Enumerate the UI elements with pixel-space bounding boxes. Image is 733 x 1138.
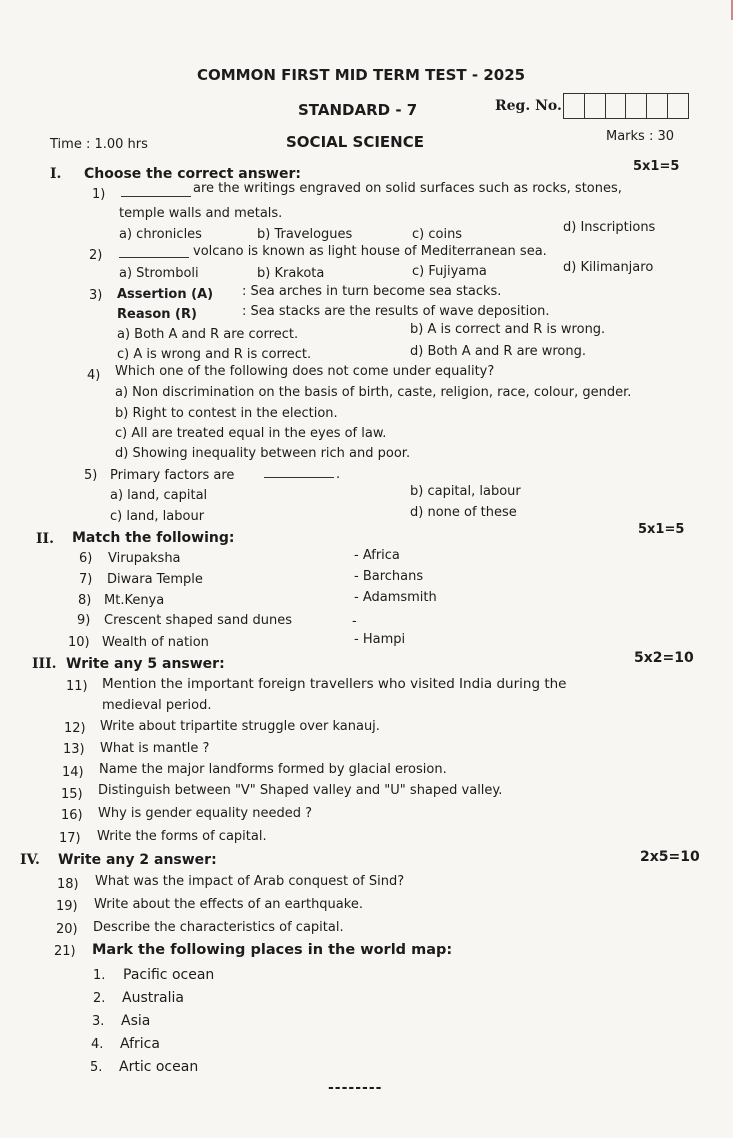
q5-number: 5) [84,468,98,483]
q2-option-d: d) Kilimanjaro [563,260,654,275]
long-question-number: 21) [54,944,76,959]
map-place-name: Africa [120,1036,160,1052]
q5-end: . [336,467,341,482]
long-question-text: Write about the effects of an earthquake. [94,897,363,912]
reg-no-label: Reg. No. [495,98,562,114]
q3-option-d: d) Both A and R are wrong. [410,344,587,359]
short-question-number: 17) [59,831,81,846]
q3-reason-text: : Sea stacks are the results of wave deposition. [242,304,550,319]
long-question-text: Describe the characteristics of capital. [93,920,344,935]
map-place-name: Pacific ocean [123,967,215,983]
section-2-title: Match the following: [72,530,235,546]
q1-number: 1) [92,187,106,202]
match-item-number: 9) [77,613,91,628]
q2-option-c: c) Fujiyama [412,264,487,279]
long-question-number: 18) [57,877,79,892]
q2-option-b: b) Krakota [257,266,325,281]
q1-option-b: b) Travelogues [257,227,353,242]
match-item-left: Crescent shaped sand dunes [104,613,292,628]
long-question-number: 20) [56,922,78,937]
q5-option-a: a) land, capital [110,488,208,503]
short-question-number: 13) [63,742,85,757]
long-question-text: Mark the following places in the world map: [92,942,453,958]
q5-option-d: d) none of these [410,505,517,520]
section-3-title: Write any 5 answer: [66,656,225,672]
q11-text-line2: medieval period. [102,698,212,713]
match-item-left: Wealth of nation [102,635,209,650]
marks-label: Marks : 30 [606,129,675,144]
short-question-number: 16) [61,808,83,823]
q3-option-b: b) A is correct and R is wrong. [410,322,606,337]
q5-option-b: b) capital, labour [410,484,521,499]
short-question-number: 12) [64,721,86,736]
map-place-name: Artic ocean [119,1059,199,1075]
q1-text-line2: temple walls and metals. [119,206,283,221]
q1-blank [119,185,193,201]
section-2-marks: 5x1=5 [638,522,685,537]
match-item-right: - Africa [354,548,400,563]
section-4-title: Write any 2 answer: [58,852,217,868]
map-place-number: 1. [93,968,106,983]
match-item-right: - [352,614,357,629]
map-place-number: 2. [93,991,106,1006]
q1-option-c: c) coins [412,227,463,242]
q4-number: 4) [87,368,101,383]
q3-reason-label: Reason (R) [117,307,197,322]
long-question-text: What was the impact of Arab conquest of Sind? [95,874,405,889]
match-item-number: 10) [68,635,90,650]
q4-option-a: a) Non discrimination on the basis of birth, caste, religion, race, colour, gender. [115,385,632,400]
match-item-number: 7) [79,572,93,587]
q5-text: Primary factors are [110,468,235,483]
short-question-text: What is mantle ? [100,741,210,756]
map-place-number: 4. [91,1037,104,1052]
section-3-marks: 5x2=10 [634,650,694,666]
q5-blank [262,466,340,482]
section-1-title: Choose the correct answer: [84,166,301,182]
q2-number: 2) [89,248,103,263]
time-label: Time : 1.00 hrs [50,137,148,152]
standard-label: STANDARD - 7 [298,101,418,119]
long-question-number: 19) [56,899,78,914]
q11-number: 11) [66,679,88,694]
q3-assertion-label: Assertion (A) [117,287,214,302]
match-item-left: Virupaksha [108,551,181,566]
section-4-marks: 2x5=10 [640,849,700,865]
short-question-number: 15) [61,787,83,802]
match-item-number: 6) [79,551,93,566]
reg-no-boxes[interactable] [563,93,689,119]
match-item-right: - Hampi [354,632,406,647]
q3-assertion-text: : Sea arches in turn become sea stacks. [242,284,502,299]
match-item-left: Diwara Temple [107,572,203,587]
short-question-number: 14) [62,765,84,780]
map-place-name: Australia [122,990,184,1006]
q1-text-line1: are the writings engraved on solid surfaces such as rocks, stones, [193,181,622,196]
map-place-name: Asia [121,1013,151,1029]
q11-text-line1: Mention the important foreign travellers who visited India during the [102,676,567,692]
q5-option-c: c) land, labour [110,509,205,524]
q2-option-a: a) Stromboli [119,266,199,281]
section-2-number: II. [36,531,54,547]
exam-title: COMMON FIRST MID TERM TEST - 2025 [197,66,526,84]
q4-option-d: d) Showing inequality between rich and poor. [115,446,411,461]
q1-option-a: a) chronicles [119,227,202,242]
q3-number: 3) [89,288,103,303]
q4-text: Which one of the following does not come under equality? [115,364,495,379]
short-question-text: Write about tripartite struggle over kanauj. [100,719,380,734]
short-question-text: Distinguish between "V" Shaped valley and "U" shaped valley. [98,783,503,798]
end-divider: -------- [328,1080,383,1096]
short-question-text: Write the forms of capital. [97,829,267,844]
q3-option-c: c) A is wrong and R is correct. [117,347,312,362]
section-4-number: IV. [20,852,40,868]
q4-option-b: b) Right to contest in the election. [115,406,338,421]
q2-blank [117,246,191,262]
subject-label: SOCIAL SCIENCE [286,133,424,151]
section-3-number: III. [32,656,57,672]
short-question-text: Name the major landforms formed by glacial erosion. [99,762,447,777]
section-1-number: I. [50,166,62,182]
map-place-number: 5. [90,1060,103,1075]
match-item-number: 8) [78,593,92,608]
match-item-right: - Adamsmith [354,590,437,605]
short-question-text: Why is gender equality needed ? [98,806,313,821]
q1-option-d: d) Inscriptions [563,220,656,235]
section-1-marks: 5x1=5 [633,159,680,174]
q4-option-c: c) All are treated equal in the eyes of law. [115,426,387,441]
map-place-number: 3. [92,1014,105,1029]
match-item-left: Mt.Kenya [104,593,165,608]
q3-option-a: a) Both A and R are correct. [117,327,299,342]
match-item-right: - Barchans [354,569,424,584]
q2-text: volcano is known as light house of Mediterranean sea. [193,244,547,259]
